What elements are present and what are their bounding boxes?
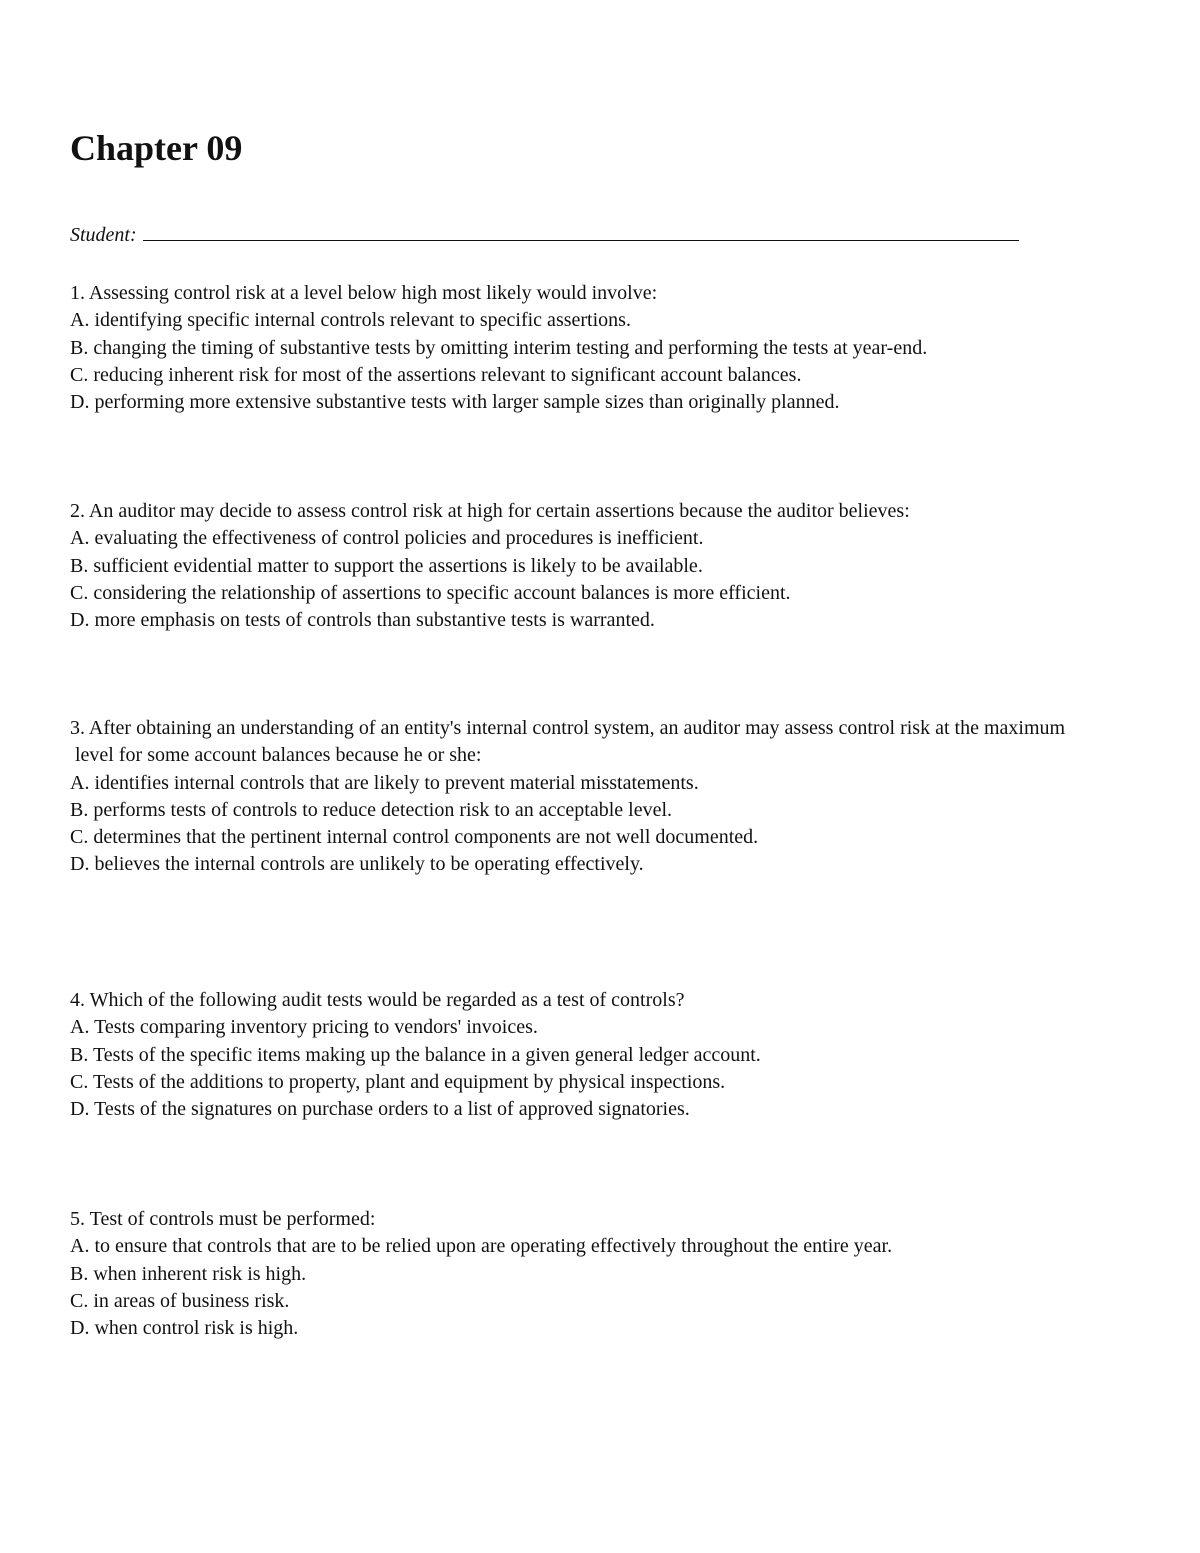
student-label: Student:: [70, 224, 137, 246]
answer-option-a[interactable]: A. identifying specific internal controls relevant to specific assertions.: [70, 309, 631, 332]
question-stem: 5. Test of controls must be performed:: [70, 1208, 376, 1230]
question-3: [70, 715, 1130, 879]
question-stem-continuation: level for some account balances because he or she:: [75, 744, 482, 767]
question-stem: 4. Which of the following audit tests would be regarded as a test of controls?: [70, 989, 685, 1011]
page-title: Chapter 09: [70, 128, 243, 168]
answer-option-a[interactable]: A. to ensure that controls that are to be relied upon are operating effectively throughout the entire year.: [70, 1235, 893, 1258]
question-4: [70, 987, 1130, 1123]
question-stem: 1. Assessing control risk at a level below high most likely would involve:: [70, 282, 658, 304]
answer-option-b[interactable]: B. when inherent risk is high.: [70, 1262, 307, 1285]
student-name-blank[interactable]: [143, 222, 1019, 241]
answer-option-a[interactable]: A. evaluating the effectiveness of control policies and procedures is inefficient.: [70, 527, 704, 550]
answer-option-a[interactable]: A. identifies internal controls that are likely to prevent material misstatements.: [70, 771, 699, 794]
answer-option-b[interactable]: B. Tests of the specific items making up the balance in a given general ledger account.: [70, 1043, 761, 1066]
answer-option-b[interactable]: B. sufficient evidential matter to support the assertions is likely to be available.: [70, 554, 703, 577]
student-field: [70, 222, 1019, 249]
question-5: [70, 1206, 1130, 1342]
answer-option-c[interactable]: C. reducing inherent risk for most of the assertions relevant to significant account balances.: [70, 363, 802, 386]
answer-option-c[interactable]: C. considering the relationship of assertions to specific account balances is more efficient.: [70, 581, 791, 604]
question-1: [70, 280, 1130, 416]
question-2: [70, 498, 1130, 634]
answer-option-c[interactable]: C. Tests of the additions to property, plant and equipment by physical inspections.: [70, 1070, 726, 1093]
question-stem: 2. An auditor may decide to assess control risk at high for certain assertions because the auditor believes:: [70, 500, 910, 522]
answer-option-c[interactable]: C. in areas of business risk.: [70, 1289, 290, 1312]
answer-option-d[interactable]: D. performing more extensive substantive tests with larger sample sizes than originally planned.: [70, 391, 840, 414]
answer-option-a[interactable]: A. Tests comparing inventory pricing to vendors' invoices.: [70, 1016, 538, 1039]
answer-option-b[interactable]: B. performs tests of controls to reduce detection risk to an acceptable level.: [70, 798, 673, 821]
answer-option-b[interactable]: B. changing the timing of substantive tests by omitting interim testing and performing the tests at year-end.: [70, 336, 928, 359]
question-stem: 3. After obtaining an understanding of an entity's internal control system, an auditor may assess control risk at the maximum: [70, 717, 1066, 739]
answer-option-d[interactable]: D. believes the internal controls are unlikely to be operating effectively.: [70, 853, 644, 876]
answer-option-d[interactable]: D. Tests of the signatures on purchase orders to a list of approved signatories.: [70, 1098, 690, 1121]
answer-option-d[interactable]: D. more emphasis on tests of controls than substantive tests is warranted.: [70, 609, 655, 632]
answer-option-d[interactable]: D. when control risk is high.: [70, 1317, 299, 1340]
answer-option-c[interactable]: C. determines that the pertinent internal control components are not well documented.: [70, 826, 759, 849]
